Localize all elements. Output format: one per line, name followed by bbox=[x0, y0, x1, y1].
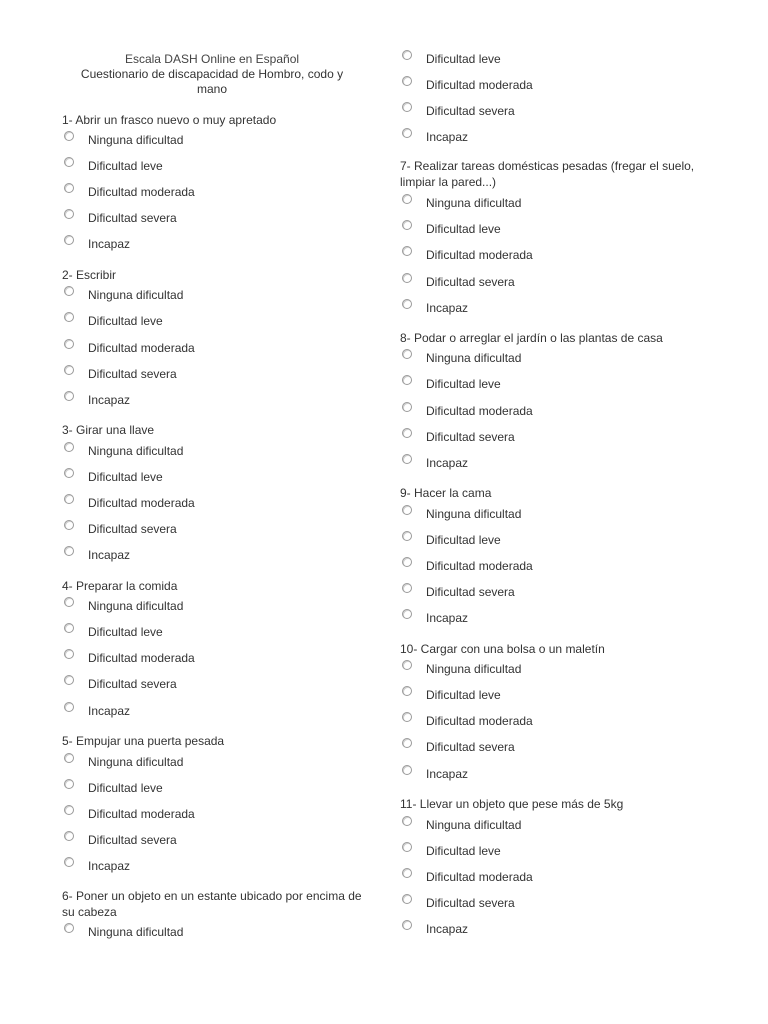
radio-button[interactable] bbox=[402, 920, 412, 930]
radio-button[interactable] bbox=[402, 454, 412, 464]
radio-option[interactable] bbox=[62, 494, 362, 514]
radio-button[interactable] bbox=[64, 546, 74, 556]
option-label: Dificultad severa bbox=[88, 211, 177, 225]
option-label: Incapaz bbox=[88, 393, 131, 407]
radio-button[interactable] bbox=[402, 505, 412, 515]
radio-option[interactable] bbox=[62, 235, 362, 255]
radio-button[interactable] bbox=[402, 894, 412, 904]
option-label: Incapaz bbox=[88, 237, 131, 251]
radio-button[interactable] bbox=[64, 365, 74, 375]
option-label: Dificultad severa bbox=[426, 275, 515, 289]
option-label: Dificultad leve bbox=[426, 688, 501, 702]
radio-option[interactable] bbox=[400, 686, 700, 706]
option-label: Dificultad moderada bbox=[426, 559, 533, 573]
radio-option[interactable] bbox=[62, 675, 362, 695]
radio-button[interactable] bbox=[402, 686, 412, 696]
option-label: Dificultad severa bbox=[426, 896, 515, 910]
radio-option[interactable] bbox=[400, 246, 700, 266]
radio-button[interactable] bbox=[402, 402, 412, 412]
radio-button[interactable] bbox=[402, 102, 412, 112]
radio-option[interactable] bbox=[400, 76, 700, 96]
radio-button[interactable] bbox=[402, 583, 412, 593]
radio-button[interactable] bbox=[402, 738, 412, 748]
radio-button[interactable] bbox=[64, 831, 74, 841]
page-title: Escala DASH Online en Español bbox=[124, 52, 300, 66]
radio-button[interactable] bbox=[402, 428, 412, 438]
question-title: 1- Abrir un frasco nuevo o muy apretado bbox=[62, 113, 277, 127]
radio-option[interactable] bbox=[62, 649, 362, 669]
question-title: 2- Escribir bbox=[62, 268, 117, 282]
option-label: Dificultad moderada bbox=[88, 651, 195, 665]
radio-option[interactable] bbox=[400, 842, 700, 862]
option-label: Incapaz bbox=[426, 922, 469, 936]
radio-button[interactable] bbox=[64, 779, 74, 789]
option-label: Incapaz bbox=[426, 130, 469, 144]
question-title: 6- Poner un objeto en un estante ubicado por encima de su cabeza bbox=[62, 889, 362, 919]
radio-option[interactable] bbox=[400, 660, 700, 680]
radio-option[interactable] bbox=[62, 805, 362, 825]
radio-button[interactable] bbox=[402, 50, 412, 60]
radio-button[interactable] bbox=[402, 531, 412, 541]
question-title: 9- Hacer la cama bbox=[400, 486, 492, 500]
radio-button[interactable] bbox=[64, 923, 74, 933]
option-label: Ninguna dificultad bbox=[426, 196, 522, 210]
option-label: Dificultad leve bbox=[426, 844, 501, 858]
radio-option[interactable] bbox=[400, 894, 700, 914]
radio-option[interactable] bbox=[62, 702, 362, 722]
option-label: Ninguna dificultad bbox=[88, 599, 184, 613]
radio-button[interactable] bbox=[64, 702, 74, 712]
question-title: 10- Cargar con una bolsa o un maletín bbox=[400, 642, 605, 656]
option-label: Dificultad moderada bbox=[88, 496, 195, 510]
option-label: Ninguna dificultad bbox=[426, 507, 522, 521]
radio-button[interactable] bbox=[64, 753, 74, 763]
radio-button[interactable] bbox=[64, 312, 74, 322]
option-label: Ninguna dificultad bbox=[426, 818, 522, 832]
option-label: Ninguna dificultad bbox=[88, 133, 184, 147]
radio-option[interactable] bbox=[62, 286, 362, 306]
option-label: Dificultad severa bbox=[88, 677, 177, 691]
radio-option[interactable] bbox=[62, 520, 362, 540]
question-title: 5- Empujar una puerta pesada bbox=[62, 734, 225, 748]
radio-option[interactable] bbox=[62, 391, 362, 411]
radio-button[interactable] bbox=[64, 597, 74, 607]
radio-button[interactable] bbox=[402, 557, 412, 567]
radio-option[interactable] bbox=[62, 442, 362, 462]
radio-button[interactable] bbox=[402, 842, 412, 852]
radio-option[interactable] bbox=[400, 868, 700, 888]
radio-option[interactable] bbox=[400, 220, 700, 240]
option-label: Dificultad leve bbox=[426, 533, 501, 547]
radio-button[interactable] bbox=[64, 494, 74, 504]
radio-option[interactable] bbox=[400, 299, 700, 319]
option-label: Incapaz bbox=[88, 704, 131, 718]
radio-option[interactable] bbox=[62, 857, 362, 877]
option-label: Dificultad moderada bbox=[426, 870, 533, 884]
radio-option[interactable] bbox=[62, 209, 362, 229]
radio-option[interactable] bbox=[62, 365, 362, 385]
radio-option[interactable] bbox=[62, 546, 362, 566]
question-title: 11- Llevar un objeto que pese más de 5kg bbox=[400, 797, 624, 811]
option-label: Incapaz bbox=[426, 456, 469, 470]
radio-option[interactable] bbox=[62, 831, 362, 851]
radio-button[interactable] bbox=[64, 468, 74, 478]
option-label: Dificultad leve bbox=[88, 781, 163, 795]
radio-option[interactable] bbox=[62, 131, 362, 151]
radio-option[interactable] bbox=[62, 157, 362, 177]
option-label: Ninguna dificultad bbox=[88, 925, 184, 939]
radio-option[interactable] bbox=[62, 753, 362, 773]
option-label: Dificultad leve bbox=[426, 377, 501, 391]
radio-button[interactable] bbox=[402, 246, 412, 256]
option-label: Dificultad severa bbox=[88, 833, 177, 847]
radio-button[interactable] bbox=[64, 623, 74, 633]
option-label: Ninguna dificultad bbox=[426, 662, 522, 676]
radio-option[interactable] bbox=[400, 557, 700, 577]
radio-button[interactable] bbox=[402, 128, 412, 138]
radio-button[interactable] bbox=[64, 857, 74, 867]
option-label: Dificultad severa bbox=[426, 104, 515, 118]
radio-button[interactable] bbox=[64, 442, 74, 452]
option-label: Dificultad moderada bbox=[88, 185, 195, 199]
radio-button[interactable] bbox=[402, 273, 412, 283]
option-label: Dificultad severa bbox=[88, 522, 177, 536]
radio-option[interactable] bbox=[62, 923, 362, 943]
radio-option[interactable] bbox=[400, 816, 700, 836]
option-label: Dificultad leve bbox=[88, 470, 163, 484]
option-label: Dificultad leve bbox=[88, 159, 163, 173]
radio-button[interactable] bbox=[64, 675, 74, 685]
radio-option[interactable] bbox=[400, 428, 700, 448]
page-header bbox=[62, 52, 362, 97]
radio-option[interactable] bbox=[400, 712, 700, 732]
radio-button[interactable] bbox=[64, 391, 74, 401]
option-label: Dificultad moderada bbox=[426, 404, 533, 418]
radio-option[interactable] bbox=[62, 468, 362, 488]
radio-button[interactable] bbox=[64, 183, 74, 193]
radio-button[interactable] bbox=[402, 194, 412, 204]
radio-option[interactable] bbox=[400, 920, 700, 940]
radio-button[interactable] bbox=[64, 235, 74, 245]
radio-button[interactable] bbox=[402, 375, 412, 385]
radio-option[interactable] bbox=[400, 738, 700, 758]
radio-button[interactable] bbox=[64, 157, 74, 167]
radio-button[interactable] bbox=[402, 299, 412, 309]
option-label: Dificultad moderada bbox=[426, 248, 533, 262]
radio-option[interactable] bbox=[400, 349, 700, 369]
radio-button[interactable] bbox=[402, 712, 412, 722]
question-title: 7- Realizar tareas domésticas pesadas (fregar el suelo, limpiar la pared...) bbox=[400, 159, 695, 189]
option-label: Incapaz bbox=[426, 301, 469, 315]
option-label: Dificultad severa bbox=[426, 740, 515, 754]
page-subtitle-line2: mano bbox=[196, 82, 228, 96]
option-label: Ninguna dificultad bbox=[426, 351, 522, 365]
question-title: 3- Girar una llave bbox=[62, 423, 155, 437]
question-title: 8- Podar o arreglar el jardín o las plantas de casa bbox=[400, 331, 663, 345]
radio-button[interactable] bbox=[64, 286, 74, 296]
option-label: Incapaz bbox=[426, 767, 469, 781]
option-label: Dificultad severa bbox=[88, 367, 177, 381]
radio-option[interactable] bbox=[400, 583, 700, 603]
radio-button[interactable] bbox=[402, 349, 412, 359]
radio-option[interactable] bbox=[62, 623, 362, 643]
radio-option[interactable] bbox=[400, 609, 700, 629]
option-label: Dificultad moderada bbox=[88, 807, 195, 821]
radio-option[interactable] bbox=[400, 402, 700, 422]
option-label: Ninguna dificultad bbox=[88, 755, 184, 769]
radio-option[interactable] bbox=[400, 194, 700, 214]
radio-button[interactable] bbox=[402, 868, 412, 878]
page-subtitle-line1: Cuestionario de discapacidad de Hombro, codo y bbox=[80, 67, 344, 81]
option-label: Dificultad leve bbox=[426, 52, 501, 66]
radio-button[interactable] bbox=[402, 765, 412, 775]
option-label: Incapaz bbox=[426, 611, 469, 625]
radio-button[interactable] bbox=[64, 520, 74, 530]
option-label: Dificultad severa bbox=[426, 430, 515, 444]
option-label: Dificultad leve bbox=[88, 314, 163, 328]
option-label: Dificultad moderada bbox=[88, 341, 195, 355]
radio-button[interactable] bbox=[402, 76, 412, 86]
option-label: Incapaz bbox=[88, 548, 131, 562]
radio-button[interactable] bbox=[402, 660, 412, 670]
radio-button[interactable] bbox=[402, 609, 412, 619]
radio-button[interactable] bbox=[64, 339, 74, 349]
radio-option[interactable] bbox=[62, 779, 362, 799]
option-label: Dificultad moderada bbox=[426, 714, 533, 728]
radio-option[interactable] bbox=[400, 102, 700, 122]
option-label: Dificultad leve bbox=[426, 222, 501, 236]
radio-option[interactable] bbox=[400, 531, 700, 551]
radio-option[interactable] bbox=[62, 183, 362, 203]
question-title: 4- Preparar la comida bbox=[62, 579, 178, 593]
radio-button[interactable] bbox=[64, 209, 74, 219]
radio-option[interactable] bbox=[400, 454, 700, 474]
radio-option[interactable] bbox=[400, 50, 700, 70]
radio-option[interactable] bbox=[400, 765, 700, 785]
radio-option[interactable] bbox=[400, 128, 700, 148]
radio-button[interactable] bbox=[402, 816, 412, 826]
radio-option[interactable] bbox=[62, 597, 362, 617]
option-label: Dificultad severa bbox=[426, 585, 515, 599]
radio-option[interactable] bbox=[62, 339, 362, 359]
radio-option[interactable] bbox=[400, 375, 700, 395]
radio-button[interactable] bbox=[64, 805, 74, 815]
radio-button[interactable] bbox=[64, 649, 74, 659]
radio-option[interactable] bbox=[400, 273, 700, 293]
option-label: Dificultad leve bbox=[88, 625, 163, 639]
option-label: Ninguna dificultad bbox=[88, 444, 184, 458]
radio-option[interactable] bbox=[400, 505, 700, 525]
radio-button[interactable] bbox=[402, 220, 412, 230]
option-label: Dificultad moderada bbox=[426, 78, 533, 92]
radio-button[interactable] bbox=[64, 131, 74, 141]
option-label: Ninguna dificultad bbox=[88, 288, 184, 302]
radio-option[interactable] bbox=[62, 312, 362, 332]
option-label: Incapaz bbox=[88, 859, 131, 873]
